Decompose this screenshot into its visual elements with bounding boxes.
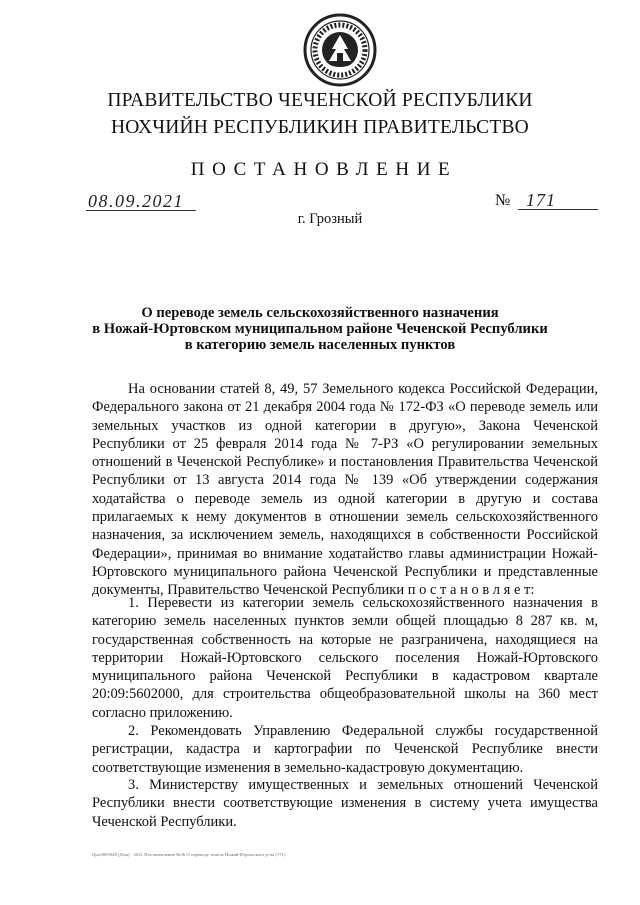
number-underline	[518, 209, 598, 210]
document-date: 08.09.2021	[88, 191, 184, 211]
clause-3: 3. Министерству имущественных и земельных отношений Чеченской Республики внести соответствующие изменения в систему учета имущества Чеченской Республики.	[92, 777, 598, 830]
government-name: ПРАВИТЕЛЬСТВО ЧЕЧЕНСКОЙ РЕСПУБЛИКИ	[107, 90, 533, 111]
clause-2: 2. Рекомендовать Управлению Федеральной службы государственной регистрации, кадастра и картографии по Чеченской Республике внести соответствующие изменения в земельно-кадастровую документацию.	[92, 723, 598, 776]
title-line: в Ножай-Юртовском муниципальном районе Чеченской Республики	[92, 321, 548, 337]
coat-of-arms-icon	[303, 13, 377, 87]
city: г. Грозный	[297, 211, 363, 227]
clause-1: 1. Перевести из категории земель сельскохозяйственного назначения в категорию земель населенных пунктов земли общей площадью 8 287 кв. м, государственная собственность на которые не разграничена, находящиеся на территории Ножай-Юртовского сельского поселения Ножай-Юртовского муниципального района Чеченской Республики в кадастровом квартале 20:09:5602000, для строительства общеобразовательной школы на 360 мест согласно приложению.	[92, 595, 598, 721]
title-line: О переводе земель сельскохозяйственного назначения	[141, 305, 499, 321]
document-title	[0, 305, 640, 353]
title-line: в категорию земель населенных пунктов	[184, 337, 456, 353]
document-type: ПОСТАНОВЛЕНИЕ	[190, 159, 458, 180]
number-sign: №	[495, 192, 511, 209]
footer-reference: Орг.0003948 (Дом) - 2021 Постановление №36 О переводе земель Ножай-Юртовского р-на (171)	[92, 852, 286, 857]
preamble-paragraph: На основании статей 8, 49, 57 Земельного кодекса Российской Федерации, Федерального закона от 21 декабря 2004 года № 172-ФЗ «О переводе земель или земельных участков из одной категории в другую», Закона Чеченской Республики от 25 февраля 2014 года № 7-РЗ «О регулировании земельных отношений в Чеченской Республике» и постановления Правительства Чеченской Республики от 13 августа 2014 года № 139 «Об утверждении содержания ходатайства о переводе земель из одной категории в другую и состава прилагаемых к нему документов в отношении земель сельскохозяйственного назначения, за исключением земель, находящихся в собственности Российской Федерации», принимая во внимание ходатайство главы администрации Ножай-Юртовского муниципального района Чеченской Республики и представленные документы, Правительство Чеченской Республики п о с т а н о в л я е т:	[92, 381, 598, 599]
government-name-chechen: НОХЧИЙН РЕСПУБЛИКИН ПРАВИТЕЛЬСТВО	[111, 117, 529, 138]
document-number: 171	[526, 190, 556, 210]
